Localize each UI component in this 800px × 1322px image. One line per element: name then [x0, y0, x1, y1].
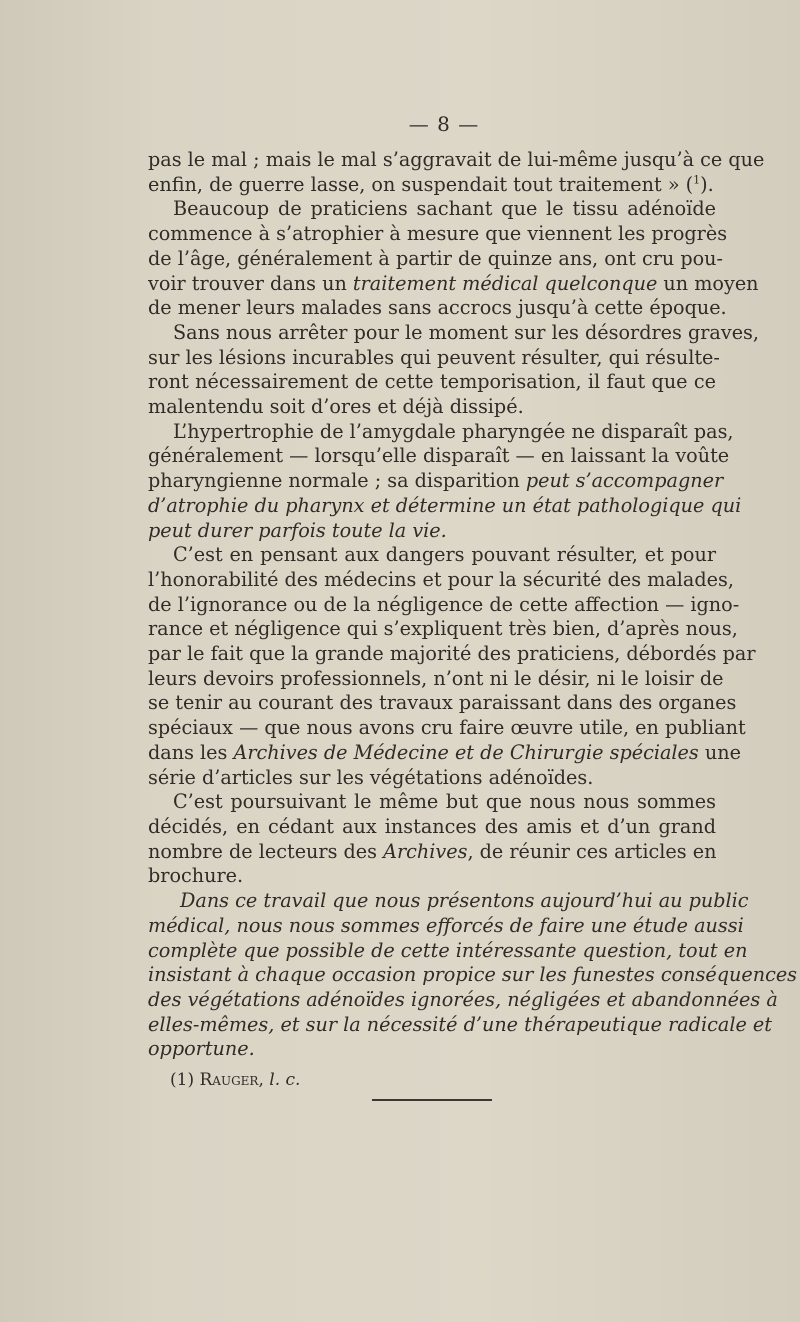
text-run: enfin, de guerre lasse, on suspendait tout traitement » ( — [148, 172, 694, 196]
text-run: traitement médical quelconque — [352, 271, 658, 295]
text-line — [148, 617, 738, 642]
text-run: des végétations adénoïdes ignorées, négligées et abandonnées à — [148, 987, 778, 1011]
text-line — [148, 567, 734, 593]
text-run: peut s’accompagner — [525, 469, 724, 493]
text-run: Archives — [383, 839, 468, 863]
text-run: par le fait que la grande majorité des praticiens, débordés par — [148, 642, 756, 666]
text-run: complète que possible de cette intéressante question, tout en — [148, 938, 748, 962]
text-run: C’est poursuivant le même but que nous nous sommes — [173, 790, 716, 814]
text-run: l’honorabilité des médecins et pour la sécurité des malades, — [148, 567, 734, 591]
text-line — [148, 766, 716, 791]
text-run: C’est en pensant aux dangers pouvant résulter, et pour — [173, 543, 716, 567]
text-run: se tenir au courant des travaux paraissant dans des organes — [148, 691, 737, 715]
text-run: dans les — [148, 740, 234, 764]
text-run: une — [698, 740, 741, 764]
text-run: sur les lésions incurables qui peuvent résulter, qui résulte- — [148, 345, 720, 369]
text-line — [148, 716, 746, 741]
footnote-ref: l. c. — [269, 1070, 301, 1090]
text-run: rance et négligence qui s’expliquent très bien, d’après nous, — [148, 617, 738, 641]
text-run: spéciaux — que nous avons cru faire œuvre utile, en publiant — [148, 716, 746, 740]
text-line — [148, 691, 737, 716]
text-run: commence à s’atrophier à mesure que viennent les progrès — [148, 222, 728, 246]
text-run: médical, nous nous sommes efforcés de faire une étude aussi — [148, 913, 744, 937]
text-line — [148, 815, 716, 840]
text-line — [148, 173, 716, 198]
text-line — [148, 840, 716, 865]
footnote-marker: (1) — [170, 1070, 195, 1090]
text-run: généralement — lorsqu’elle disparaît — en laissant la voûte — [148, 444, 730, 468]
footnote-ref-marker: 1 — [693, 173, 701, 187]
text-run: leurs devoirs professionnels, n’ont ni le désir, ni le loisir de — [148, 666, 724, 690]
text-line — [148, 864, 716, 889]
text-run: d’atrophie du pharynx et détermine un état pathologique qui — [148, 493, 742, 517]
text-line — [148, 395, 716, 420]
text-run: L’hypertrophie de l’amygdale pharyngée ne disparaît pas, — [173, 419, 734, 443]
text-line — [148, 740, 741, 766]
text-run: décidés, en cédant aux instances des amis et d’un grand — [148, 814, 716, 838]
text-run: nombre de lecteurs des — [148, 839, 384, 863]
text-line — [148, 370, 716, 395]
text-line — [148, 1012, 772, 1038]
text-line — [148, 271, 759, 297]
text-line — [148, 345, 720, 371]
text-line — [148, 963, 798, 988]
end-rule — [372, 1099, 492, 1101]
page-number: — 8 — — [408, 112, 480, 136]
text-run: Beaucoup de praticiens sachant que le tissu adénoïde — [173, 197, 716, 221]
text-run: de l’ignorance ou de la négligence de cette affection — igno- — [148, 592, 740, 616]
text-line — [148, 246, 724, 272]
text-line — [148, 197, 716, 222]
text-run: voir trouver dans un — [148, 271, 353, 295]
text-run: peut durer parfois toute la vie. — [148, 518, 447, 542]
text-run: ront nécessairement de cette temporisation, il faut que ce — [148, 370, 716, 394]
footnote: (1) Rauger, l. c. — [170, 1070, 301, 1090]
text-line — [148, 222, 728, 247]
text-line — [148, 320, 760, 346]
text-line — [148, 444, 730, 469]
text-run: série d’articles sur les végétations adénoïdes. — [148, 765, 594, 789]
text-line — [148, 938, 748, 964]
text-line — [148, 790, 716, 815]
text-line — [148, 493, 742, 519]
footnote-author: Rauger — [199, 1070, 259, 1090]
body-text — [148, 148, 798, 1062]
text-line — [148, 987, 778, 1013]
text-run: , de réunir ces articles en — [467, 839, 717, 863]
text-run: Archives de Médecine et de Chirurgie spéciales — [233, 740, 699, 764]
text-run: Sans nous arrêter pour le moment sur les désordres graves, — [173, 320, 760, 344]
text-run: Dans ce travail que nous présentons aujourd’hui au public — [180, 889, 749, 913]
text-run: brochure. — [148, 864, 244, 888]
text-line — [148, 148, 765, 173]
text-line — [148, 519, 716, 544]
text-line — [148, 889, 749, 914]
text-line — [148, 642, 756, 667]
text-run: pharyngienne normale ; sa disparition — [148, 469, 526, 493]
text-run: de mener leurs malades sans accrocs jusqu’à cette époque. — [148, 296, 727, 320]
text-line — [148, 1037, 716, 1062]
text-run: malentendu soit d’ores et déjà dissipé. — [148, 395, 524, 419]
text-line — [148, 296, 727, 321]
text-run: insistant à chaque occasion propice sur les funestes conséquences — [148, 963, 798, 987]
text-line — [148, 543, 716, 568]
text-line — [148, 469, 724, 494]
text-run: ). — [700, 172, 714, 196]
text-line — [148, 419, 734, 445]
text-run: opportune. — [148, 1037, 255, 1061]
text-line — [148, 666, 724, 692]
text-run: un moyen — [657, 271, 759, 295]
text-line — [148, 592, 740, 618]
text-run: elles-mêmes, et sur la nécessité d’une thérapeutique radicale et — [148, 1012, 772, 1036]
text-line — [148, 913, 744, 939]
text-run: de l’âge, généralement à partir de quinze ans, ont cru pou- — [148, 246, 724, 270]
text-run: pas le mal ; mais le mal s’aggravait de lui-même jusqu’à ce que — [148, 148, 765, 171]
